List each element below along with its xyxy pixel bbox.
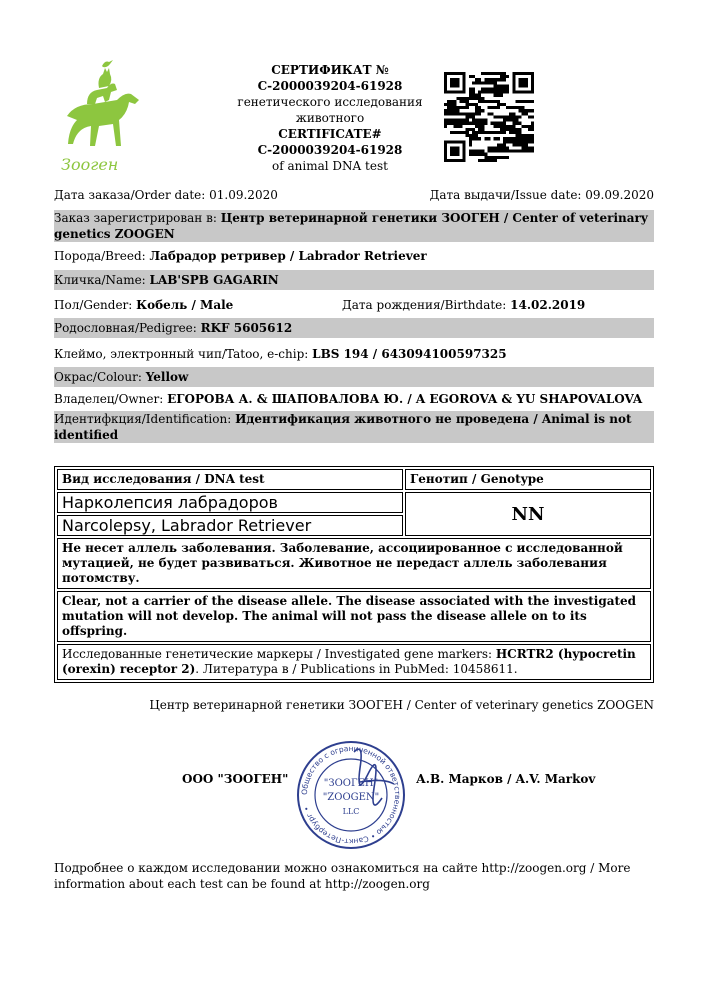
header-title-en: CERTIFICATE# bbox=[278, 127, 382, 141]
order-date: Дата заказа/Order date: 01.09.2020 bbox=[54, 188, 278, 202]
tatoo-label: Клеймо, электронный чип/Tatoo, e-chip: bbox=[54, 347, 313, 361]
issue-date: Дата выдачи/Issue date: 09.09.2020 bbox=[429, 188, 654, 202]
registered-value: Центр ветеринарной генетики ЗООГЕН / Center of veterinary genetics ZOOGEN bbox=[54, 211, 648, 241]
colour-label: Окрас/Colour: bbox=[54, 370, 146, 384]
header-title-ru: СЕРТИФИКАТ № bbox=[271, 63, 389, 77]
col-dna-test: Вид исследования / DNA test bbox=[62, 472, 265, 486]
footer-note: Подробнее о каждом исследовании можно ознакомиться на сайте http://zoogen.org / More information about each test can be found at http://zoogen.org bbox=[54, 861, 631, 891]
result-ru: Не несет аллель заболевания. Заболевание, ассоциированное с исследованной мутацией, не будет развиваться. Животное не передаст аллель заболевания потомству. bbox=[57, 538, 651, 589]
stamp-line2: "ZOOGEN" bbox=[322, 792, 380, 803]
test-name-ru: Нарколепсия лабрадоров bbox=[57, 492, 403, 513]
breed-value: Лабрадор ретривер / Labrador Retriever bbox=[149, 249, 427, 263]
markers-row bbox=[57, 644, 651, 680]
result-row-en bbox=[57, 591, 651, 642]
dates-row bbox=[54, 188, 654, 202]
certificate-header bbox=[225, 62, 435, 174]
genotype-value: NN bbox=[405, 492, 651, 536]
qr-code bbox=[444, 72, 534, 162]
colour-value: Yellow bbox=[145, 370, 189, 384]
test-row-ru bbox=[57, 492, 651, 513]
markers-suffix: . Литература в / Publications in PubMed: 10458611. bbox=[195, 662, 518, 676]
owner-row bbox=[54, 391, 654, 407]
markers-cell bbox=[57, 644, 651, 680]
identification-row bbox=[54, 411, 654, 443]
stamp-line3: LLC bbox=[342, 807, 360, 816]
header-subtitle-ru-1: генетического исследования bbox=[237, 95, 423, 109]
person-signature: А.В. Марков / A.V. Markov bbox=[416, 772, 596, 786]
pedigree-label: Родословная/Pedigree: bbox=[54, 321, 201, 335]
pedigree-value: RKF 5605612 bbox=[200, 321, 293, 335]
dna-test-table bbox=[54, 466, 654, 683]
name-label: Кличка/Name: bbox=[54, 273, 150, 287]
company-stamp bbox=[294, 738, 408, 852]
test-name-en: Narcolepsy, Labrador Retriever bbox=[57, 515, 403, 536]
logo-text: Зооген bbox=[61, 155, 119, 174]
ident-label: Идентифкция/Identification: bbox=[54, 412, 236, 426]
pedigree-row bbox=[54, 318, 654, 338]
name-value: LAB'SPB GAGARIN bbox=[149, 273, 279, 287]
center-line: Центр ветеринарной генетики ЗООГЕН / Center of veterinary genetics ZOOGEN bbox=[149, 698, 654, 712]
table-header-row bbox=[57, 469, 651, 490]
registered-row bbox=[54, 210, 654, 242]
owner-label: Владелец/Owner: bbox=[54, 392, 168, 406]
birthdate bbox=[342, 297, 585, 313]
header-subtitle-en: of animal DNA test bbox=[272, 159, 388, 173]
markers-prefix: Исследованные генетические маркеры / Investigated gene markers: bbox=[62, 647, 496, 661]
owner-value: ЕГОРОВА А. & ШАПОВАЛОВА Ю. / A EGOROVA & YU SHAPOVALOVA bbox=[167, 392, 643, 406]
name-row bbox=[54, 270, 654, 290]
stamp-ring-text: Общество с ограниченной ответственностью • Санкт-Петербург • bbox=[299, 743, 403, 847]
header-number-en: C-2000039204-61928 bbox=[257, 143, 403, 157]
gender-label: Пол/Gender: bbox=[54, 298, 137, 312]
result-row-ru bbox=[57, 538, 651, 589]
birth-value: 14.02.2019 bbox=[510, 298, 586, 312]
tatoo-value: LBS 194 / 643094100597325 bbox=[312, 347, 507, 361]
zoogen-logo bbox=[47, 54, 147, 178]
stamp-line1: "ЗООГЕН" bbox=[323, 778, 379, 789]
breed-row bbox=[54, 248, 654, 264]
col-genotype: Генотип / Genotype bbox=[410, 472, 544, 486]
colour-row bbox=[54, 367, 654, 387]
ident-value: Идентификация животного не проведена / Animal is not identified bbox=[54, 412, 632, 442]
breed-label: Порода/Breed: bbox=[54, 249, 150, 263]
gender-row bbox=[54, 297, 654, 313]
gender-value: Кобель / Male bbox=[136, 298, 234, 312]
markers-value: HCRTR2 (hypocretin (orexin) receptor 2) bbox=[62, 647, 636, 676]
header-subtitle-ru-2: животного bbox=[295, 111, 365, 125]
registered-label: Заказ зарегистрирован в: bbox=[54, 211, 221, 225]
tatoo-row bbox=[54, 346, 654, 362]
birth-label: Дата рождения/Birthdate: bbox=[342, 298, 511, 312]
result-en: Clear, not a carrier of the disease allele. The disease associated with the investigated mutation will not develop. The animal will not pass the disease allele on to its offspring. bbox=[57, 591, 651, 642]
header-number-ru: С-2000039204-61928 bbox=[257, 79, 403, 93]
org-signature: ООО "ЗООГЕН" bbox=[182, 772, 289, 786]
